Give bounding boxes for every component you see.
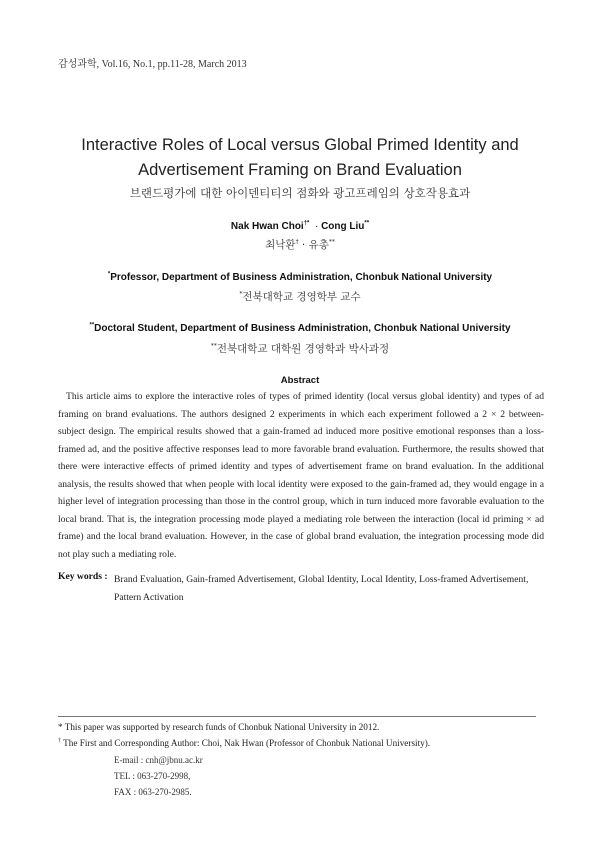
author-2-name: Cong Liu (321, 221, 365, 232)
journal-header: 감성과학, Vol.16, No.1, pp.11-28, March 2013 (58, 59, 247, 70)
footnote-author-mark: † (58, 737, 61, 744)
affiliation-1-english: Professor, Department of Business Administration, Chonbuk National University (110, 272, 493, 283)
title-korean: 브랜드평가에 대한 아이덴티티의 점화와 광고프레임의 상호작용효과 (129, 186, 471, 200)
affiliation-1-korean: 전북대학교 경영학부 교수 (242, 291, 361, 303)
contact-email: E-mail : cnh@jbnu.ac.kr (114, 755, 203, 765)
keywords-text: Brand Evaluation, Gain-framed Advertisement, Global Identity, Local Identity, Loss-framed Advertisement, Pattern Activation (114, 574, 529, 603)
title-line-2: Advertisement Framing on Brand Evaluation (138, 161, 462, 179)
abstract-heading: Abstract (280, 375, 320, 386)
author-line (0, 221, 600, 232)
abstract-text: This article aims to explore the interactive roles of types of primed identity (local versus global identity) and types of ad framing on brand evaluations. The authors designed 2 experiments in which each experiment followed a 2 × 2 between-subject design. The empirical results showed that a gain-framed ad induced more positive emotional responses than a loss-framed ad, and the positive affective responses lead to more favorable brand evaluation. Furthermore, the results showed that there were interactive effects of primed identity and types of advertisement frame on brand evaluation. In the additional analysis, the results showed that when people with local identity were exposed to the gain-framed ad, they would engage in a higher level of integration processing than those in the control group, which in turn induced more favorable evaluation to the local brand. That is, the integration processing mode played a mediating role between the interaction (local id priming × ad frame) and the local brand evaluation. However, in the case of global brand evaluation, the integration processing mode did not play such a mediating role. (58, 391, 544, 560)
contact-fax: FAX : 063-270-2985. (114, 787, 192, 797)
author-separator: · (314, 221, 322, 232)
affiliation-2-korean-mark: ** (210, 342, 217, 350)
korean-author-separator: · 유총 (298, 239, 329, 251)
affiliation-1-korean-line (0, 289, 600, 304)
footnote-divider (58, 716, 536, 717)
footnote-funding: * This paper was supported by research funds of Chonbuk National University in 2012. (58, 722, 380, 732)
affiliation-2-mark: ** (89, 322, 95, 329)
affiliation-2-korean: 전북대학교 대학원 경영학과 박사과정 (216, 343, 390, 355)
footnote-author (58, 738, 430, 748)
footnote-author-text: The First and Corresponding Author: Choi, Nak Hwan (Professor of Chonbuk National University). (61, 738, 431, 748)
author-1-name: Nak Hwan Choi (230, 221, 304, 232)
keywords-label: Key words : (58, 571, 108, 582)
title-line-1: Interactive Roles of Local versus Global Primed Identity and (81, 136, 519, 154)
korean-author-1-mark: † (295, 238, 299, 246)
author-2-mark: ** (364, 220, 370, 227)
affiliation-1 (0, 272, 600, 283)
korean-author-2-mark: ** (328, 238, 335, 246)
contact-tel: TEL : 063-270-2998, (114, 771, 191, 781)
korean-author-1: 최낙환 (265, 239, 296, 251)
author-line-korean (0, 237, 600, 252)
affiliation-2-english: Doctoral Student, Department of Business Administration, Chonbuk National University (94, 323, 511, 334)
affiliation-1-korean-mark: * (239, 290, 243, 298)
affiliation-2 (0, 323, 600, 334)
affiliation-2-korean-line (0, 341, 600, 356)
affiliation-1-mark: * (107, 271, 111, 278)
author-1-mark: †* (303, 220, 310, 227)
